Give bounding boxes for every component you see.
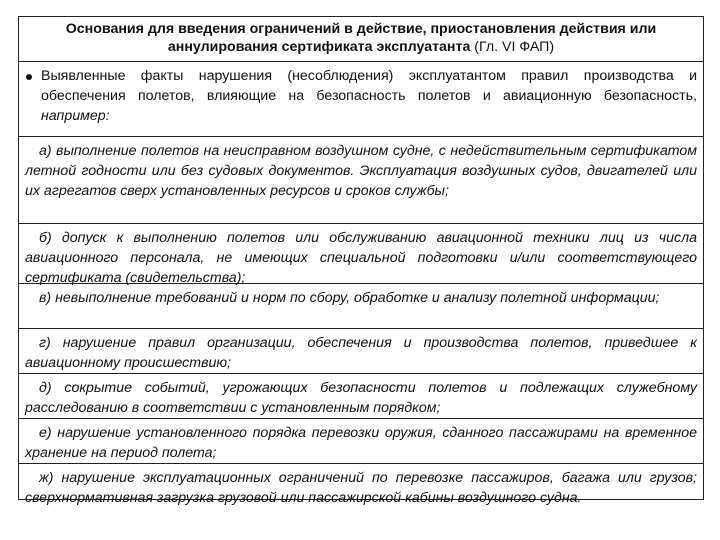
intro-row — [19, 62, 703, 137]
header-reference: (Гл. VI ФАП) — [470, 39, 555, 55]
bullet-icon — [26, 74, 32, 80]
intro-text: Выявленные факты нарушения (несоблюдения) эксплуатантом правил производства и обеспечения полетов, влияющие на безопасность полетов и авиационную безопасность, — [41, 68, 697, 104]
list-item: а) выполнение полетов на неисправном воздушном судне, с недействительным сертификатом летной годности или без судовых документов. Эксплуатация воздушных судов, двигателей или их агрегатов сверх установленных ресурсов и сроков службы; — [19, 137, 703, 224]
list-item: в) невыполнение требований и норм по сбору, обработке и анализу полетной информации; — [19, 284, 703, 329]
table-header — [19, 17, 703, 62]
list-item: ж) нарушение эксплуатационных ограничений по перевозке пассажиров, багажа или грузов; сверхнормативная загрузка грузовой или пассажирской кабины воздушного судна. — [25, 470, 697, 506]
list-item: б) допуск к выполнению полетов или обслуживанию авиационной техники лиц из числа авиационного персонала, не имеющих специальной подготовки и/или соответствующего сертификата (свидетельства); — [19, 224, 703, 284]
intro-example: например: — [41, 108, 110, 124]
header-title: Основания для введения ограничений в действие, приостановления действия или аннулирования сертификата эксплуатанта — [65, 21, 657, 55]
list-item: д) сокрытие событий, угрожающих безопасности полетов и подлежащих служебному расследованию в соответствии с установленным порядком; — [19, 374, 703, 419]
list-item: г) нарушение правил организации, обеспечения и производства полетов, приведшее к авиационному происшествию; — [19, 329, 703, 374]
grounds-table — [18, 16, 704, 506]
list-item: е) нарушение установленного порядка перевозки оружия, сданного пассажирами на временное хранение на период полета; — [19, 419, 703, 464]
